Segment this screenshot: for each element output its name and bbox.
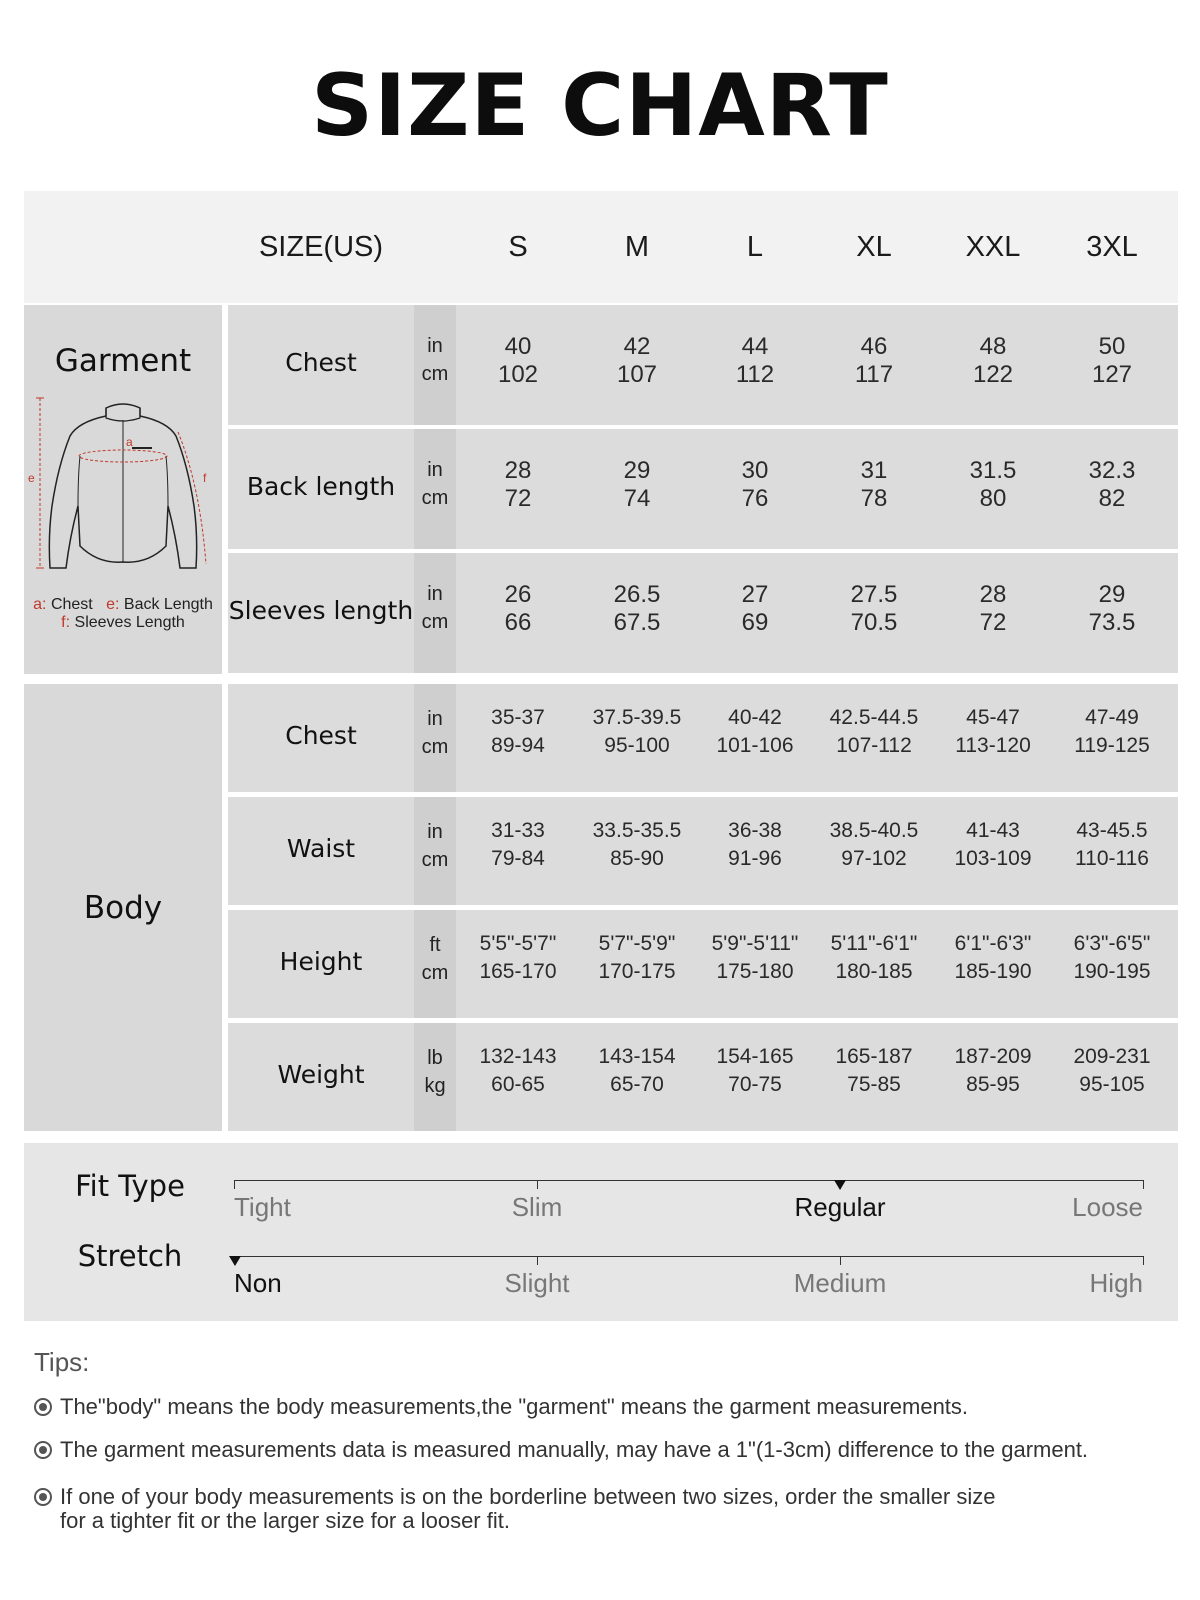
cell-value: 190-195	[1073, 960, 1151, 983]
unit-label: cm	[421, 736, 449, 758]
cell-value: 113-120	[955, 734, 1031, 757]
cell-value: 107	[616, 361, 658, 388]
cell-value: 42	[623, 333, 651, 360]
cell-value: 165-170	[479, 960, 557, 983]
size-m: M	[624, 231, 650, 263]
cell-value: 5'5"-5'7"	[479, 932, 557, 955]
legend-e-text: Back Length	[123, 596, 213, 613]
unit-label: in	[427, 821, 443, 843]
cell-value: 97-102	[841, 847, 907, 870]
cell-value: 95-105	[1079, 1073, 1145, 1096]
size-xl: XL	[856, 231, 892, 263]
cell-value: 46	[860, 333, 888, 360]
fit-option: Regular	[794, 1192, 886, 1222]
cell-value: 33.5-35.5	[592, 819, 682, 842]
body-row-label: Chest	[285, 721, 357, 750]
cell-value: 65-70	[610, 1073, 664, 1096]
fit-scale-line	[234, 1180, 1144, 1181]
cell-value: 32.3	[1088, 457, 1136, 484]
cell-value: 69	[741, 609, 769, 636]
label-a: a	[126, 435, 133, 449]
cell-value: 85-90	[610, 847, 664, 870]
unit-label: cm	[421, 487, 449, 509]
unit-label: lb	[427, 1047, 443, 1069]
cell-value: 209-231	[1073, 1045, 1151, 1068]
cell-value: 26	[504, 581, 532, 608]
stretch-label: Stretch	[77, 1239, 183, 1273]
unit-label: in	[427, 583, 443, 605]
unit-label: cm	[421, 849, 449, 871]
unit-label: cm	[421, 611, 449, 633]
stretch-tick	[1143, 1256, 1144, 1265]
size-3xl: 3XL	[1086, 231, 1138, 263]
cell-value: 103-109	[954, 847, 1032, 870]
cell-value: 40	[504, 333, 532, 360]
cell-value: 78	[860, 485, 888, 512]
cell-value: 27.5	[850, 581, 898, 608]
unit-label: cm	[421, 363, 449, 385]
tip-3-cont	[60, 1509, 1200, 1533]
fit-option: Loose	[1072, 1192, 1143, 1222]
cell-value: 72	[979, 609, 1007, 636]
body-row-label: Weight	[277, 1060, 365, 1089]
cell-value: 132-143	[479, 1045, 557, 1068]
cell-value: 102	[497, 361, 539, 388]
cell-value: 28	[979, 581, 1007, 608]
cell-value: 47-49	[1085, 706, 1139, 729]
cell-value: 89-94	[491, 734, 545, 757]
bullet-icon	[34, 1398, 52, 1416]
label-e: e	[28, 471, 35, 485]
tips-title: Tips:	[34, 1347, 90, 1377]
cell-value: 180-185	[835, 960, 913, 983]
cell-value: 73.5	[1088, 609, 1136, 636]
stretch-marker-icon	[229, 1256, 241, 1266]
fit-option: Slim	[511, 1192, 563, 1222]
cell-value: 117	[854, 361, 894, 388]
tip-2-text: The garment measurements data is measured manually, may have a 1"(1-3cm) difference to the garment.	[60, 1437, 1089, 1462]
unit-label: ft	[429, 934, 441, 956]
stretch-tick	[537, 1256, 538, 1265]
garment-row-label: Sleeves length	[228, 596, 414, 625]
fit-type-label: Fit Type	[75, 1169, 185, 1203]
cell-value: 76	[741, 485, 769, 512]
tip-3	[34, 1485, 1184, 1509]
tip-3-text-cont: for a tighter fit or the larger size for a looser fit.	[60, 1508, 510, 1533]
cell-value: 67.5	[613, 609, 661, 636]
cell-value: 75-85	[847, 1073, 901, 1096]
cell-value: 6'3"-6'5"	[1073, 932, 1151, 955]
size-s: S	[508, 231, 528, 263]
cell-value: 185-190	[954, 960, 1032, 983]
cell-value: 165-187	[835, 1045, 913, 1068]
cell-value: 31-33	[491, 819, 545, 842]
cell-value: 119-125	[1074, 734, 1150, 757]
cell-value: 45-47	[966, 706, 1020, 729]
cell-value: 43-45.5	[1076, 819, 1148, 842]
cell-value: 50	[1098, 333, 1126, 360]
jersey-illustration	[28, 396, 218, 580]
cell-value: 38.5-40.5	[829, 819, 919, 842]
cell-value: 95-100	[604, 734, 670, 757]
unit-label: in	[427, 459, 443, 481]
cell-value: 74	[623, 485, 651, 512]
cell-value: 70.5	[850, 609, 898, 636]
cell-value: 66	[504, 609, 532, 636]
stretch-scale-line	[234, 1256, 1144, 1257]
garment-row-label: Chest	[285, 348, 357, 377]
size-us-label: SIZE(US)	[258, 231, 384, 263]
size-l: L	[746, 231, 764, 263]
unit-label: in	[427, 335, 443, 357]
cell-value: 42.5-44.5	[829, 706, 919, 729]
body-title: Body	[83, 890, 163, 926]
cell-value: 72	[504, 485, 532, 512]
label-f: f	[203, 471, 207, 485]
tip-1	[34, 1395, 1184, 1419]
cell-value: 6'1"-6'3"	[954, 932, 1032, 955]
cell-value: 107-112	[836, 734, 912, 757]
fit-option: Tight	[234, 1192, 291, 1222]
cell-value: 110-116	[1075, 847, 1149, 870]
fit-tick	[537, 1180, 538, 1189]
cell-value: 31.5	[969, 457, 1017, 484]
cell-value: 28	[504, 457, 532, 484]
size-xxl: XXL	[965, 231, 1021, 263]
cell-value: 122	[972, 361, 1014, 388]
cell-value: 44	[741, 333, 769, 360]
stretch-option: Medium	[793, 1268, 887, 1298]
stretch-option: Slight	[504, 1268, 570, 1298]
cell-value: 82	[1098, 485, 1126, 512]
cell-value: 187-209	[954, 1045, 1032, 1068]
body-row-label: Waist	[286, 834, 356, 863]
bullet-icon	[34, 1441, 52, 1459]
cell-value: 154-165	[716, 1045, 794, 1068]
cell-value: 29	[1098, 581, 1126, 608]
legend-a-text: Chest	[50, 596, 93, 613]
cell-value: 60-65	[491, 1073, 545, 1096]
cell-value: 170-175	[598, 960, 676, 983]
cell-value: 5'11"-6'1"	[830, 932, 918, 955]
tip-3-text: If one of your body measurements is on the borderline between two sizes, order the smaller size	[60, 1484, 996, 1509]
cell-value: 5'7"-5'9"	[598, 932, 676, 955]
page-title: SIZE CHART	[311, 56, 889, 156]
cell-value: 31	[860, 457, 888, 484]
legend-f-text: Sleeves Length	[74, 614, 185, 631]
legend-f-key: f:	[61, 614, 71, 631]
cell-value: 5'9"-5'11"	[711, 932, 799, 955]
cell-value: 26.5	[613, 581, 661, 608]
tip-1-text: The"body" means the body measurements,the "garment" means the garment measurements.	[60, 1394, 969, 1419]
cell-value: 80	[979, 485, 1007, 512]
cell-value: 112	[735, 361, 775, 388]
cell-value: 127	[1091, 361, 1133, 388]
tip-2	[34, 1438, 1184, 1462]
stretch-option: Non	[234, 1268, 282, 1298]
cell-value: 91-96	[728, 847, 782, 870]
cell-value: 175-180	[716, 960, 794, 983]
cell-value: 36-38	[728, 819, 782, 842]
bullet-icon	[34, 1488, 52, 1506]
fit-marker-icon	[834, 1180, 846, 1190]
cell-value: 37.5-39.5	[592, 706, 682, 729]
fit-tick	[234, 1180, 235, 1189]
figure-legend	[24, 596, 222, 632]
cell-value: 30	[741, 457, 769, 484]
cell-value: 40-42	[728, 706, 782, 729]
cell-value: 143-154	[598, 1045, 676, 1068]
garment-row-label: Back length	[246, 472, 396, 501]
unit-label: cm	[421, 962, 449, 984]
unit-label: kg	[424, 1075, 446, 1097]
cell-value: 48	[979, 333, 1007, 360]
cell-value: 85-95	[966, 1073, 1020, 1096]
cell-value: 41-43	[966, 819, 1020, 842]
cell-value: 29	[623, 457, 651, 484]
garment-title: Garment	[54, 343, 192, 379]
unit-label: in	[427, 708, 443, 730]
cell-value: 79-84	[491, 847, 545, 870]
cell-value: 35-37	[491, 706, 545, 729]
cell-value: 27	[741, 581, 769, 608]
legend-a-key: a:	[33, 596, 47, 613]
cell-value: 70-75	[728, 1073, 782, 1096]
stretch-tick	[840, 1256, 841, 1265]
legend-e-key: e:	[106, 596, 120, 613]
fit-tick	[1143, 1180, 1144, 1189]
body-row-label: Height	[279, 947, 363, 976]
cell-value: 101-106	[716, 734, 794, 757]
stretch-option: High	[1089, 1268, 1143, 1298]
